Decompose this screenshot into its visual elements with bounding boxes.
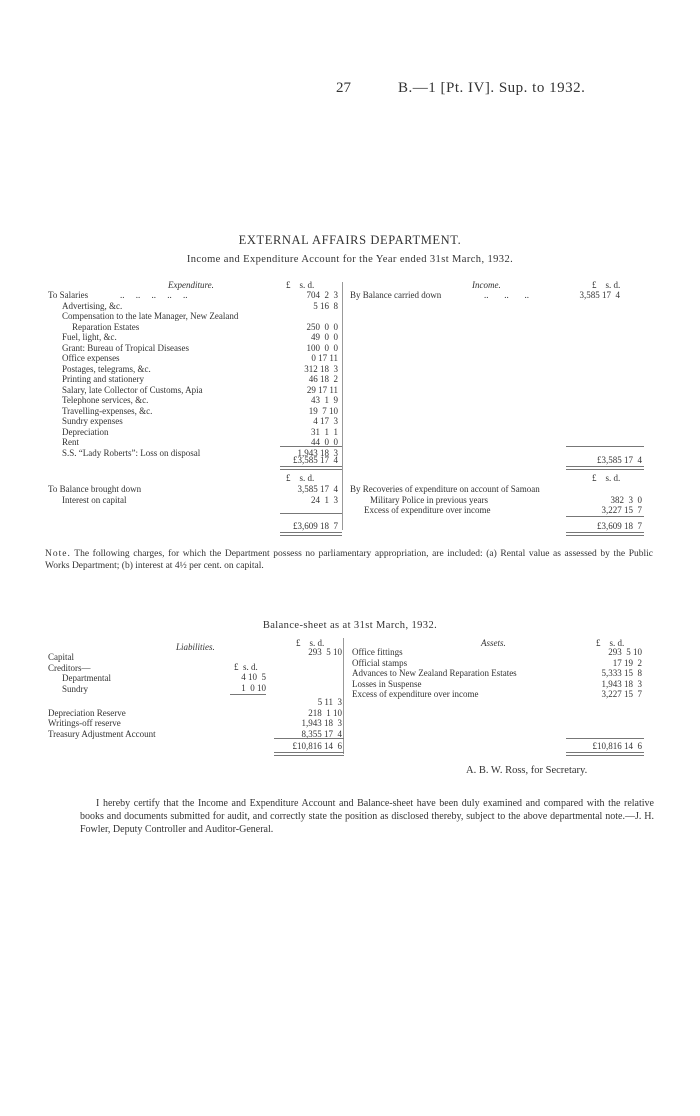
- expenditure-label: Depreciation: [62, 426, 109, 437]
- liability-label: Treasury Adjustment Account: [48, 728, 156, 739]
- account-subtitle: Income and Expenditure Account for the Year ended 31st March, 1932.: [186, 254, 514, 265]
- liability-amount: 8,355 17 4: [301, 728, 342, 739]
- income-amount: 3,585 17 4: [579, 290, 620, 300]
- liability-label: Depreciation Reserve: [48, 707, 126, 718]
- asset-amount: 293 5 10: [608, 647, 642, 657]
- expenditure-amount: 312 18 3: [304, 363, 338, 374]
- asset-label: Advances to New Zealand Reparation Estates: [352, 668, 517, 678]
- income-amount: 382 3 0: [610, 494, 642, 505]
- expenditure-label: Printing and stationery: [62, 374, 144, 384]
- expenditure-label: Compensation to the late Manager, New Zealand: [62, 311, 239, 321]
- liability-amount: 218 1 10: [308, 707, 342, 718]
- currency-heading-right: £ s. d.: [592, 280, 621, 290]
- liability-label: Writings-off reserve: [48, 718, 121, 728]
- expenditure-amount: 0 17 11: [311, 353, 338, 363]
- expenditure-label: Postages, telegrams, &c.: [62, 363, 151, 374]
- expenditure-amount: 704 2 3: [306, 290, 338, 300]
- income-label: Military Police in previous years: [370, 494, 488, 505]
- signature: A. B. W. Ross, for Secretary.: [466, 765, 588, 776]
- expenditure-label: Travelling-expenses, &c.: [62, 405, 153, 416]
- document-reference: B.—1 [Pt. IV]. Sup. to 1932.: [398, 80, 586, 96]
- expenditure-amount: 5 16 8: [313, 300, 338, 311]
- currency-heading-left: £ s. d.: [286, 280, 315, 290]
- expenditure-amount: 31 1 1: [311, 426, 338, 437]
- expenditure-label: Advertising, &c.: [62, 300, 123, 311]
- balance-sheet: [0, 638, 700, 758]
- expenditure-amount: 24 1 3: [311, 494, 338, 505]
- expenditure-amount: 100 0 0: [306, 342, 338, 353]
- audit-certificate: [80, 797, 654, 836]
- liability-label: Capital: [48, 652, 74, 662]
- asset-label: Losses in Suspense: [352, 678, 422, 689]
- asset-label: Office fittings: [352, 647, 403, 657]
- income-label: By Recoveries of expenditure on account of Samoan: [350, 484, 540, 494]
- asset-label: Excess of expenditure over income: [352, 689, 479, 699]
- sub-currency-heading: £ s. d.: [234, 662, 258, 672]
- currency-heading-bs-left: £ s. d.: [296, 638, 325, 648]
- liability-amount: 5 11 3: [317, 697, 342, 707]
- expenditure-amount: 4 17 3: [313, 416, 338, 426]
- total-right: £3,609 18 7: [597, 521, 642, 531]
- asset-amount: 3,227 15 7: [601, 689, 642, 699]
- income-heading: Income.: [472, 280, 501, 290]
- liabilities-heading: Liabilities.: [176, 642, 215, 652]
- expenditure-label: S.S. “Lady Roberts”: Loss on disposal: [62, 447, 201, 458]
- balance-total-right: £10,816 14 6: [592, 741, 642, 751]
- expenditure-amount: 29 17 11: [306, 384, 338, 395]
- income-amount: 3,227 15 7: [601, 505, 642, 515]
- expenditure-label: To Balance brought down: [48, 484, 142, 494]
- expenditure-amount: 43 1 9: [311, 395, 338, 405]
- page-number: 27: [336, 80, 351, 96]
- income-expenditure-account: Expenditure. £ s. d. Income. £ s. d. To Salaries .. .. .. .. .. 704 2 3 Advertising, &c. 5 16 8 Compensation to the late Manager, New Zealand Reparation Estates 250 0 0 Fuel, light, &c. 49 0 0 Grant: Bureau of Tropical Diseases 100 0 0 Office expenses 0 17 11 Postages, telegrams, &c. 312 18 3 Printing and stationery 46 18 2 Salary, late Collector of Customs, Apia 29 17 11 Telephone services, &c. 43 1 9 Travelling-expenses, &c. 19 7 10 Sundry expenses 4 17 3 Depreciation 31 1 1 Rent 44 0 0 S.S. “Lady Roberts”: Loss on disposal 1,943 18 3 By Balance carried down .. .. .. 3,585 17 4 £3,585 17 4 £3,585 17 4 £ s. d. £ s. d. To Balance brought down 3,585 17 4 Interest on capital 24 1 3 By Recoveries of expenditure on account of Samoan Military Police in previous years 382 3 0 Excess of expenditure over income 3,227 15 7 £3,609 18 7 £3,609 18 7: [0, 276, 700, 536]
- expenditure-label: Fuel, light, &c.: [62, 332, 117, 342]
- liability-sub-amount: 1 0 10: [241, 682, 266, 693]
- liability-label: Sundry: [62, 683, 89, 694]
- expenditure-amount: 1,943 18 3: [297, 447, 338, 458]
- expenditure-label: Rent: [62, 437, 79, 447]
- departmental-note: [45, 548, 653, 572]
- expenditure-amount: 44 0 0: [311, 437, 338, 447]
- total-left: £3,609 18 7: [293, 521, 338, 531]
- expenditure-amount: 250 0 0: [306, 321, 338, 332]
- balance-sheet-title: Balance-sheet as at 31st March, 1932.: [262, 620, 438, 631]
- expenditure-label: To Salaries: [48, 290, 89, 300]
- expenditure-label: Sundry expenses: [62, 416, 123, 426]
- currency-heading-right-2: £ s. d.: [592, 473, 621, 483]
- currency-heading-left-2: £ s. d.: [286, 473, 315, 483]
- liability-label: Creditors—: [48, 662, 91, 673]
- note-label: Note.: [45, 549, 71, 559]
- liability-label: Departmental: [62, 673, 111, 683]
- expenditure-label: Telephone services, &c.: [62, 395, 149, 405]
- expenditure-amount: 19 7 10: [308, 405, 338, 416]
- expenditure-heading: Expenditure.: [168, 280, 214, 290]
- expenditure-amount: 3,585 17 4: [297, 484, 338, 494]
- balance-total-left: £10,816 14 6: [292, 741, 342, 751]
- certificate-text: I hereby certify that the Income and Expenditure Account and Balance-sheet have been duly examined and compared with the relative books and documents submitted for audit, and correctly state the position as disclosed thereby, subject to the above departmental note.—J. H. Fowler, Deputy Controller and Auditor-General.: [80, 798, 654, 835]
- asset-amount: 5,333 15 8: [601, 668, 642, 678]
- expenditure-amount: 46 18 2: [308, 374, 338, 384]
- note-text: The following charges, for which the Department possess no parliamentary appropriation, are included: (a) Rental value as assessed by the Public Works Department; (b) interest at 4½ per cent. on capital.: [45, 549, 653, 571]
- liability-sub-amount: 4 10 5: [241, 672, 266, 682]
- expenditure-label: Interest on capital: [62, 494, 127, 505]
- department-title: EXTERNAL AFFAIRS DEPARTMENT.: [238, 233, 462, 247]
- assets-heading: Assets.: [481, 638, 506, 648]
- liability-amount: 1,943 18 3: [301, 718, 342, 728]
- asset-amount: 1,943 18 3: [601, 678, 642, 689]
- expenditure-label: Grant: Bureau of Tropical Diseases: [62, 342, 189, 353]
- expenditure-amount: 49 0 0: [311, 332, 338, 342]
- total-right: £3,585 17 4: [597, 455, 642, 465]
- expenditure-label: Office expenses: [62, 353, 120, 363]
- income-label: Excess of expenditure over income: [364, 505, 491, 515]
- income-label: By Balance carried down: [350, 290, 442, 300]
- expenditure-label: Reparation Estates: [72, 321, 140, 332]
- asset-amount: 17 19 2: [612, 657, 642, 668]
- total-left: £3,585 17 4: [293, 455, 338, 465]
- currency-heading-bs-right: £ s. d.: [596, 638, 625, 648]
- expenditure-label: Salary, late Collector of Customs, Apia: [62, 384, 203, 395]
- liability-amount: 293 5 10: [308, 647, 342, 657]
- asset-label: Official stamps: [352, 657, 408, 668]
- page-header: [0, 80, 700, 100]
